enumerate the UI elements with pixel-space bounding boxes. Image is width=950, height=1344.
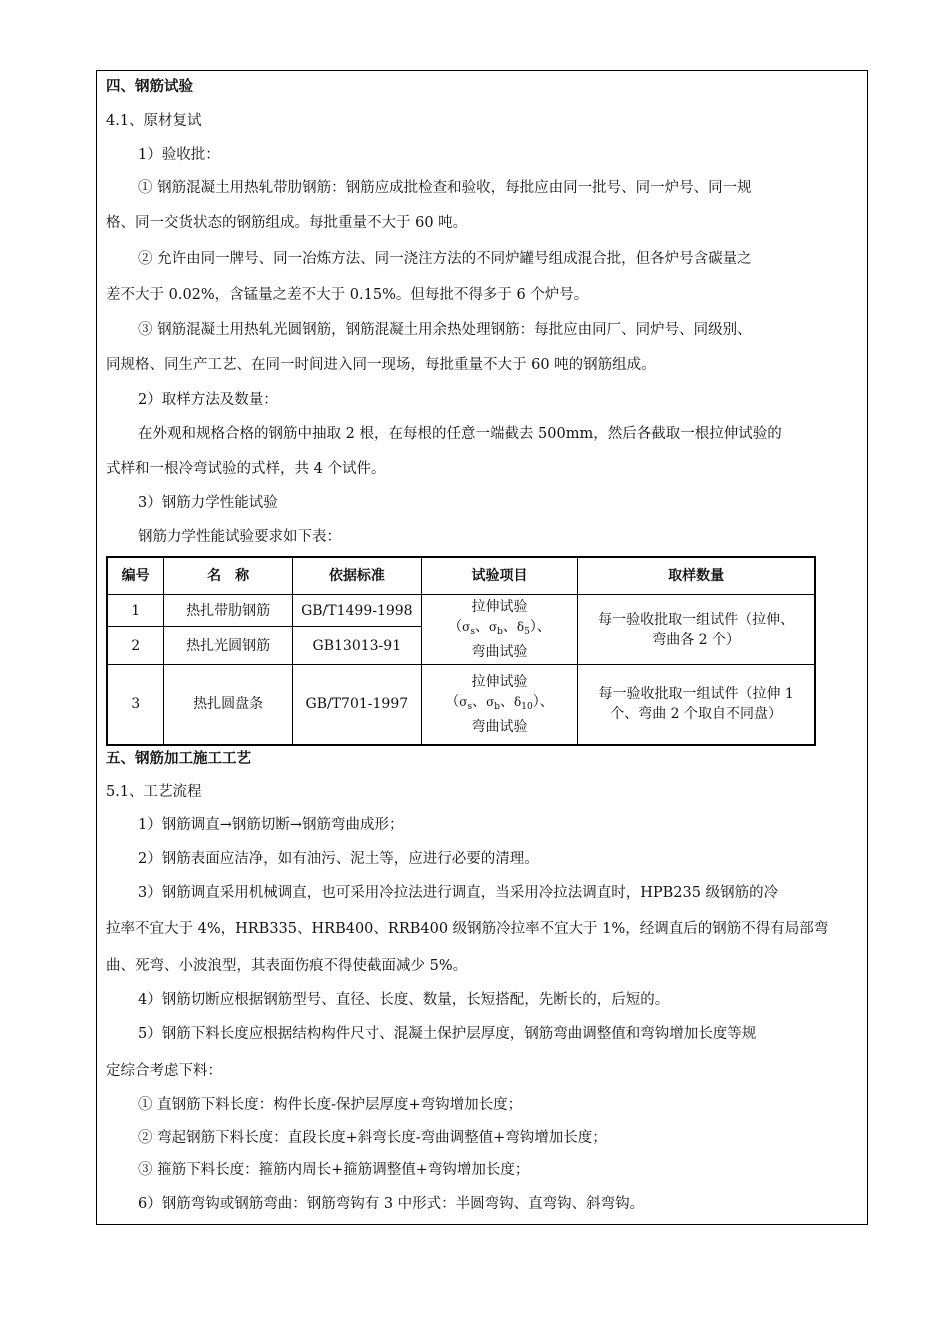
row-number: 1 [107, 595, 164, 627]
table-row [107, 665, 815, 745]
header-standard: 依据标准 [292, 557, 421, 595]
step-3-line-2: 拉率不宜大于 4%，HRB335、HRB400、RRB400 级钢筋冷拉率不宜大于 1%，经调直后的钢筋不得有局部弯 [106, 921, 829, 937]
item-sampling-method: 2）取样方法及数量： [138, 392, 278, 408]
row-sample-qty: 每一验收批取一组试件（拉伸 1 个、弯曲 2 个取自不同盘） [578, 665, 815, 745]
row-number: 2 [107, 627, 164, 665]
paragraph-3-line-1: ③ 钢筋混凝土用热轧光圆钢筋，钢筋混凝土用余热处理钢筋：每批应由同厂、同炉号、同级别、 [138, 322, 752, 338]
paragraph-3-line-2: 同规格、同生产工艺、在同一时间进入同一现场，每批重量不大于 60 吨的钢筋组成。 [106, 357, 656, 373]
step-5-line-1: 5）钢筋下料长度应根据结构构件尺寸、混凝土保护层厚度，钢筋弯曲调整值和弯钩增加长度等规 [138, 1026, 757, 1042]
step-3-line-3: 曲、死弯、小波浪型，其表面伤痕不得使截面减少 5%。 [106, 958, 468, 974]
row-name: 热扎光圆钢筋 [164, 627, 293, 665]
paragraph-1-line-2: 格、同一交货状态的钢筋组成。每批重量不大于 60 吨。 [106, 215, 468, 231]
header-test-item: 试验项目 [421, 557, 578, 595]
subsection-5-1: 5.1、工艺流程 [106, 784, 202, 800]
table-header-row [107, 557, 815, 595]
row-number: 3 [107, 665, 164, 745]
step-5-line-2: 定综合考虑下料： [106, 1063, 222, 1079]
table-intro: 钢筋力学性能试验要求如下表： [138, 529, 341, 545]
test-tensile: 拉伸试验 [471, 599, 528, 615]
test-params: （$\sigma_s$、$\sigma_b$、$\delta_5$）、 [448, 619, 551, 637]
header-number: 编号 [107, 557, 164, 595]
row-sample-qty: 每一验收批取一组试件（拉伸、弯曲各 2 个） [578, 595, 815, 665]
row-standard: GB13013-91 [292, 627, 421, 665]
formula-stirrup: ③ 箍筋下料长度：箍筋内周长+箍筋调整值+弯钩增加长度； [138, 1162, 530, 1178]
section-5-heading: 五、钢筋加工施工工艺 [106, 751, 251, 767]
step-2: 2）钢筋表面应洁净，如有油污、泥土等，应进行必要的清理。 [138, 851, 539, 867]
table-row [107, 595, 815, 627]
formula-straight-bar: ① 直钢筋下料长度：构件长度-保护层厚度+弯钩增加长度； [138, 1097, 523, 1113]
paragraph-4-line-2: 式样和一根冷弯试验的式样，共 4 个试件。 [106, 461, 386, 477]
test-bending: 弯曲试验 [471, 718, 528, 735]
subsection-4-1: 4.1、原材复试 [106, 113, 202, 129]
formula-bent-bar: ② 弯起钢筋下料长度：直段长度+斜弯长度-弯曲调整值+弯钩增加长度； [138, 1130, 607, 1146]
step-1: 1）钢筋调直→钢筋切断→钢筋弯曲成形； [138, 817, 404, 833]
paragraph-2-line-2: 差不大于 0.02%，含锰量之差不大于 0.15%。但每批不得多于 6 个炉号。 [106, 287, 589, 303]
item-mechanical-test: 3）钢筋力学性能试验 [138, 495, 278, 511]
step-4: 4）钢筋切断应根据钢筋型号、直径、长度、数量，长短搭配，先断长的，后短的。 [138, 992, 670, 1008]
step-6: 6）钢筋弯钩或钢筋弯曲：钢筋弯钩有 3 中形式：半圆弯钩、直弯钩、斜弯钩。 [138, 1196, 645, 1212]
header-sample-qty: 取样数量 [578, 557, 815, 595]
paragraph-2-line-1: ② 允许由同一牌号、同一冶炼方法、同一浇注方法的不同炉罐号组成混合批，但各炉号含碳量之 [138, 251, 752, 267]
section-4-heading: 四、钢筋试验 [106, 79, 193, 95]
row-name: 热扎带肋钢筋 [164, 595, 293, 627]
header-name: 名 称 [164, 557, 293, 595]
paragraph-4-line-1: 在外观和规格合格的钢筋中抽取 2 根，在每根的任意一端截去 500mm，然后各截取一根拉伸试验的 [138, 426, 782, 442]
row-standard: GB/T1499-1998 [292, 595, 421, 627]
steel-test-table [106, 556, 816, 746]
test-bending: 弯曲试验 [471, 644, 528, 660]
step-3-line-1: 3）钢筋调直采用机械调直，也可采用冷拉法进行调直，当采用冷拉法调直时，HPB235 级钢筋的冷 [138, 885, 779, 901]
test-params: （$\sigma_s$、$\sigma_b$、$\delta_{10}$）、 [445, 693, 554, 712]
row-test-item [421, 665, 578, 745]
row-name: 热扎圆盘条 [164, 665, 293, 745]
item-acceptance-batch: 1）验收批： [138, 147, 220, 163]
test-tensile: 拉伸试验 [471, 673, 528, 690]
row-standard: GB/T701-1997 [292, 665, 421, 745]
paragraph-1-line-1: ① 钢筋混凝土用热轧带肋钢筋：钢筋应成批检查和验收，每批应由同一批号、同一炉号、同一规 [138, 180, 752, 196]
row-test-item [421, 595, 578, 665]
